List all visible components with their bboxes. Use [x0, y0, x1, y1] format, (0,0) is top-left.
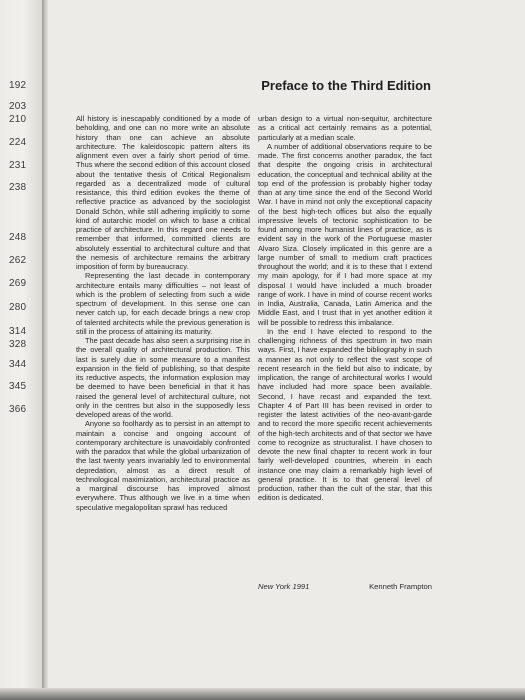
page-title: Preface to the Third Edition [261, 78, 431, 93]
text-column-right [258, 114, 432, 503]
paragraph: In the end I have elected to respond to the challenging richness of this spectrum in two main ways. First, I have expanded the bibliography in such a manner as not only to reflect the vast scope of recent research in the field but also to indicate, by implication, the range of architectural works I would have included had more space been available. Second, I have recast and expanded the text. Chapter 4 of Part III has been revised in order to register the latest activities of the neo-avant-garde and to record the more specific recent achievements of the high-tech architects and of that sector we have come to recognize as structuralist. I have chosen to devote the new final chapter to recent work in four fairly well-developed countries, wherein in each instance one may claim a remarkably high level of general practice. It is to that general level of production, rather than the cult of the star, that this edition is dedicated. [258, 326, 432, 503]
page-number: 210 [9, 114, 27, 125]
page-number: 328 [9, 339, 27, 350]
page-bottom-edge [0, 688, 525, 700]
paragraph: The past decade has also seen a surprising rise in the overall quality of architectural production. This last is surely due in some measure to a manifest expansion in the field of publishing, so that despite its reductive aspects, the information explosion may be deemed to have been beneficial in that it has raised the general level of architectural culture, not only in the centres but also in the supposedly less developed areas of the world. [76, 336, 250, 419]
page-number: 238 [9, 182, 27, 193]
page-number: 280 [9, 302, 27, 313]
page-number: 269 [9, 278, 27, 289]
paragraph: Representing the last decade in contemporary architecture entails many difficulties – not least of which is the problem of selecting from such a wide spectrum of development. In this sense one can never catch up, for each decade brings a new crop of talented architects while the previous generation is still in the process of attaining its maturity. [76, 271, 250, 336]
page-number: 366 [9, 404, 27, 415]
page-number: 262 [9, 255, 27, 266]
page-number: 192 [9, 80, 27, 91]
page-number: 231 [9, 160, 27, 171]
page-number: 224 [9, 137, 27, 148]
text-column-left [76, 114, 250, 512]
author-name: Kenneth Frampton [369, 582, 432, 591]
page-number: 314 [9, 326, 27, 337]
page-number: 344 [9, 359, 27, 370]
place-date: New York 1991 [258, 582, 310, 591]
page-number-list [0, 0, 42, 700]
page-number: 345 [9, 381, 27, 392]
paragraph: Anyone so foolhardy as to persist in an attempt to maintain a concise and ongoing account of contemporary architecture is unavoidably confronted with the paradox that while the global urbanization of the last twenty years invariably led to environmental depredation, almost as a direct result of technological maximization, architectural practice as a marginal discourse has improved almost everywhere. Thus although we live in a time when speculative megalopolitan sprawl has reduced [76, 419, 250, 512]
paragraph: A number of additional observations require to be made. The first concerns another paradox, the fact that despite the ongoing crisis in architectural education, the conceptual and technical ability at the top end of the profession is probably higher today than at any time since the end of the Second World War. I have in mind not only the exceptional capacity of the best high-tech offices but also the equally impressive levels of tectonic sophistication to be found among more humanist lines of practice, as is evident say in the work of the Portuguese master Alvaro Siza. Closely implicated in this genre are a large number of small to medium craft practices throughout the world; and it is to these that I extend my main apology, for if I had more space at my disposal I would have included a much broader range of work. I have in mind of course recent works in India, Australia, Canada, Latin America and the Middle East, and I trust that in yet another edition it will be possible to redress this imbalance. [258, 141, 432, 327]
paragraph: urban design to a virtual non-sequitur, architecture as a critical act certainly remains as a potential, particularly at a median scale. [258, 114, 432, 142]
paragraph: All history is inescapably conditioned by a mode of beholding, and one can no more write an absolute history than one can achieve an absolute architecture. The kaleidoscopic pattern alters its alignment even over a fairly short period of time. Thus where the second edition of this account closed about the tentative thesis of Critical Regionalism regarded as a decentralized mode of cultural resistance, this third edition evokes the theme of reflective practice as advanced by the sociologist Donald Schön, while still adhering implicitly to some kind of autarchic model on which to base a critical practice of architecture. In this regard one needs to remember that informed, committed clients are absolutely essential to architectural culture and that the nemesis of architecture remains the arbitrary imposition of form by bureaucracy. [76, 114, 250, 271]
page-number: 203 [9, 101, 27, 112]
left-page [0, 0, 42, 700]
page-number: 248 [9, 232, 27, 243]
